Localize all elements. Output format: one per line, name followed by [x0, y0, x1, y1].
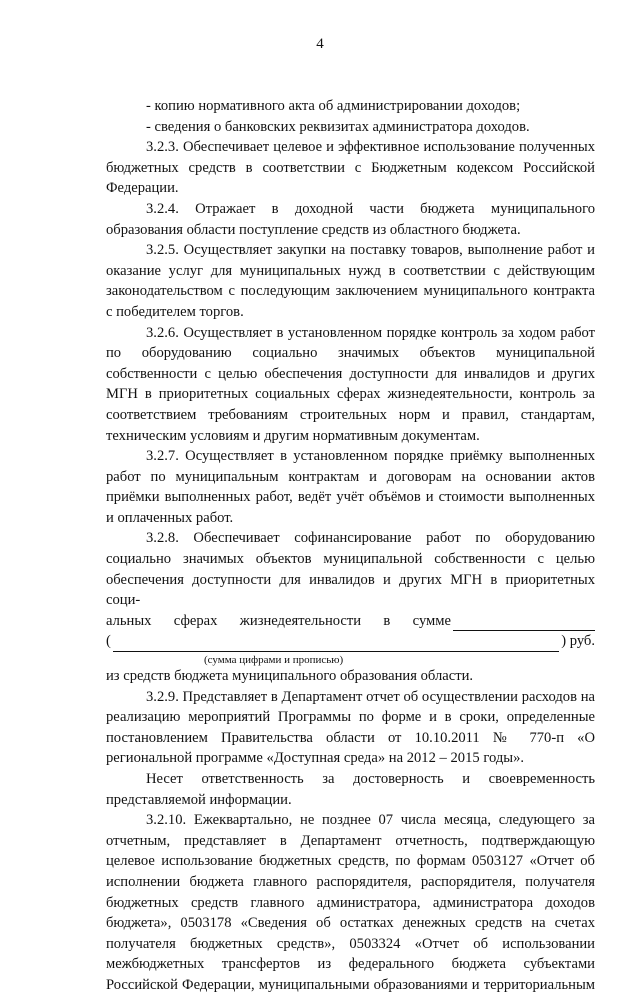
paragraph-source-of-funds: из средств бюджета муниципального образования области.	[106, 668, 474, 685]
paragraph-3-2-10: 3.2.10. Ежеквартально, не позднее 07 числа месяца, следующего за отчетным, представляет в Департамент отчетность, подтверждающую целевое использование бюджетных средств, по формам 0503127 «Отчет об исполнении бюджета главного распорядителя, распорядителя, получателя бюджетных средств главного администратора, администратора доходов бюджета», 0503178 «Сведения об остатках денежных средств на счетах получателя бюджетных средств», 0503324 «Отчет об использовании межбюджетных трансфертов из федерального бюджета субъектами Российской Федерации, муниципальными образованиями и территориальным	[106, 812, 595, 993]
sum-blank-field[interactable]	[453, 618, 595, 631]
document-body	[106, 96, 595, 996]
paragraph-3-2-4: 3.2.4. Отражает в доходной части бюджета муниципального образования области поступление средств из областного бюджета.	[106, 200, 595, 238]
paragraph-responsibility: Несет ответственность за достоверность и своевременность представляемой информации.	[106, 771, 595, 808]
paragraph-3-2-8: 3.2.8. Обеспечивает софинансирование работ по оборудованию социально значимых объектов муниципальной собственности с целью обеспечения доступности для инвалидов и других МГН в приоритетных соци-	[106, 530, 595, 609]
sum-field-group	[413, 611, 595, 632]
paragraph-3-2-9: 3.2.9. Представляет в Департамент отчет об осуществлении расходов на реализацию мероприятий Программы по форме и в сроки, определенные постановлением Правительства области от 10.10.2011 № 770-п «О региональной программе «Доступная среда» на 2012 – 2015 годы».	[106, 688, 595, 767]
sum-word-4: в	[383, 612, 391, 629]
paragraph-3-2-6: 3.2.6. Осуществляет в установленном порядке контроль за ходом работ по оборудованию социально значимых объектов муниципальной собственности с целью обеспечения доступности для инвалидов и других МГН в приоритетных социальных сферах жизнедеятельности, контроль за соответствием требованиям строительных норм и правил, стандартам, техническим условиям и другим нормативным документам.	[106, 324, 595, 444]
sum-line	[106, 611, 595, 632]
paragraph-3-2-7: 3.2.7. Осуществляет в установленном порядке приёмку выполненных работ по муниципальным контрактам и договорам на основании актов приёмки выполненных работ, ведёт учёт объёмов и стоимости выполненных и оплаченных работ.	[106, 448, 595, 526]
open-paren: (	[106, 633, 111, 650]
sum-word-1: альных	[106, 612, 152, 629]
currency-rub: ) руб.	[561, 633, 595, 650]
sum-word-5: сумме	[412, 612, 451, 629]
sum-word-3: жизнедеятельности	[239, 612, 362, 629]
paragraph-3-2-5: 3.2.5. Осуществляет закупки на поставку товаров, выполнение работ и оказание услуг для муниципальных нужд в соответствии с действующим законодательством с последующим заключением муниципального контракта с победителем торгов.	[106, 242, 595, 320]
paragraph-3-2-3: 3.2.3. Обеспечивает целевое и эффективное использование полученных бюджетных средств в соответствии с Бюджетным кодексом Российской Федерации.	[106, 139, 595, 197]
sum-caption: (сумма цифрами и прописью)	[204, 654, 344, 667]
paragraph-bullet-bank-details: - сведения о банковских реквизитах администратора доходов.	[146, 118, 530, 135]
sum-word-2: сферах	[173, 612, 218, 629]
sum-words-line	[106, 631, 595, 652]
page-number: 4	[316, 36, 324, 52]
paragraph-bullet-normative-act: - копию нормативного акта об администрировании доходов;	[146, 98, 521, 114]
sum-in-words-blank-field[interactable]	[113, 637, 559, 652]
